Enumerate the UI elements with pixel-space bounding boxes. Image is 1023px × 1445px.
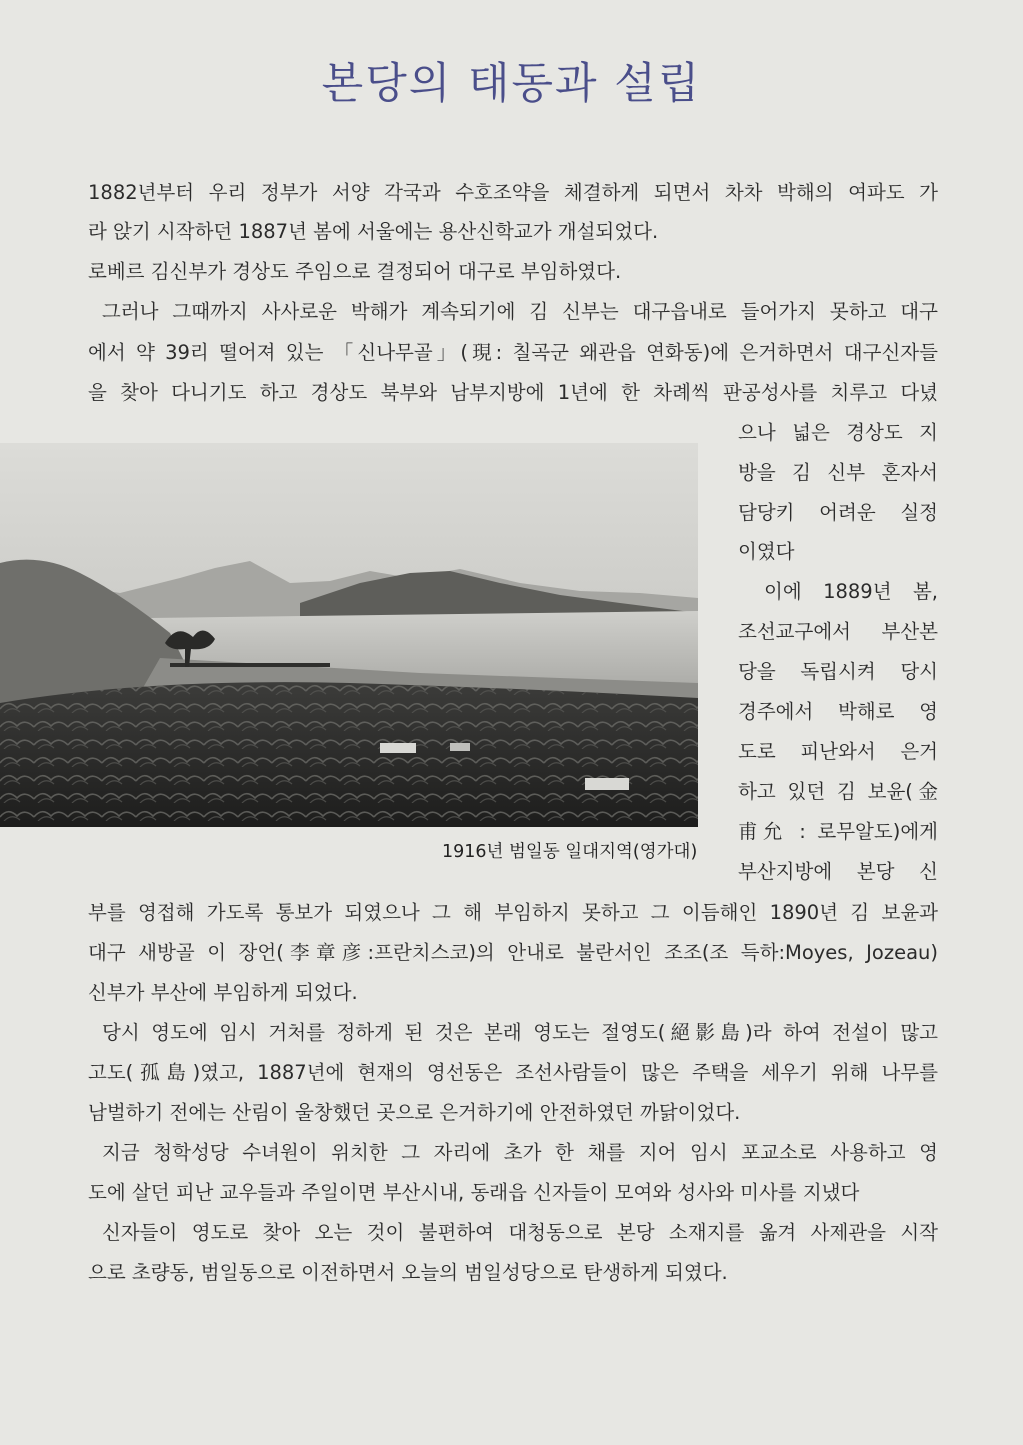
photo-pier bbox=[170, 663, 330, 667]
paragraph-2-line-1: 로베르 김신부가 경상도 주임으로 결정되어 대구로 부임하였다. bbox=[88, 260, 622, 283]
photo-caption: 1916년 범일동 일대지역(영가대) bbox=[442, 842, 698, 862]
paragraph-4-line-3: 신부가 부산에 부임하게 되었다. bbox=[88, 981, 358, 1004]
historic-photo bbox=[0, 443, 698, 827]
paragraph-5-line-1: 당시 영도에 임시 거처를 정하게 된 것은 본래 영도는 절영도(絕影島)라 하여 전설이 많고 bbox=[102, 1021, 938, 1044]
paragraph-1-line-2: 라 앉기 시작하던 1887년 봄에 서울에는 용산신학교가 개설되었다. bbox=[88, 220, 659, 243]
paragraph-4-side-line-7: 甫允 : 로무알도)에게 bbox=[738, 820, 938, 843]
paragraph-3-line-3: 을 찾아 다니기도 하고 경상도 북부와 남부지방에 1년에 한 차례씩 판공성사를 치루고 다녔 bbox=[88, 381, 938, 404]
photo-rooftops bbox=[0, 682, 698, 827]
paragraph-3-side-line-3: 담당키 어려운 실정 bbox=[738, 501, 938, 524]
paragraph-3-line-1: 그러나 그때까지 사사로운 박해가 계속되기에 김 신부는 대구읍내로 들어가지 못하고 대구 bbox=[102, 300, 938, 323]
paragraph-4-side-line-1: 이에 1889년 봄, bbox=[764, 580, 938, 603]
paragraph-3-side-line-4: 이였다 bbox=[738, 540, 795, 563]
paragraph-3-line-2: 에서 약 39리 떨어져 있는 「신나무골」(現: 칠곡군 왜관읍 연화동)에 은거하면서 대구신자들 bbox=[88, 341, 938, 364]
paragraph-1-line-1: 1882년부터 우리 정부가 서양 각국과 수호조약을 체결하게 되면서 차차 박해의 여파도 가 bbox=[88, 181, 938, 204]
paragraph-4-line-2: 대구 새방골 이 장언(李章彦:프란치스코)의 안내로 불란서인 조조(조 득하:Moyes, Jozeau) bbox=[88, 941, 938, 964]
paragraph-4-side-line-4: 경주에서 박해로 영 bbox=[738, 700, 938, 723]
paragraph-4-side-line-8: 부산지방에 본당 신 bbox=[738, 860, 938, 883]
paragraph-4-side-line-6: 하고 있던 김 보윤(金 bbox=[738, 780, 938, 803]
photo-illustration bbox=[0, 443, 698, 827]
photo-house-2 bbox=[585, 778, 629, 790]
paragraph-4-side-line-5: 도로 피난와서 은거 bbox=[738, 740, 938, 763]
paragraph-5-line-3: 남벌하기 전에는 산림이 울창했던 곳으로 은거하기에 안전하였던 까닭이었다. bbox=[88, 1101, 741, 1124]
paragraph-3-side-line-2: 방을 김 신부 혼자서 bbox=[738, 461, 938, 484]
paragraph-7-line-1: 신자들이 영도로 찾아 오는 것이 불편하여 대청동으로 본당 소재지를 옮겨 사제관을 시작 bbox=[102, 1221, 938, 1244]
paragraph-6-line-1: 지금 청학성당 수녀원이 위치한 그 자리에 초가 한 채를 지어 임시 포교소로 사용하고 영 bbox=[102, 1141, 938, 1164]
paragraph-3-side-line-1: 으나 넓은 경상도 지 bbox=[738, 421, 938, 444]
photo-house-1 bbox=[380, 743, 416, 753]
paragraph-5-line-2: 고도(孤島)였고, 1887년에 현재의 영선동은 조선사람들이 많은 주택을 세우기 위해 나무를 bbox=[88, 1061, 938, 1084]
paragraph-7-line-2: 으로 초량동, 범일동으로 이전하면서 오늘의 범일성당으로 탄생하게 되였다. bbox=[88, 1261, 728, 1284]
paragraph-6-line-2: 도에 살던 피난 교우들과 주일이면 부산시내, 동래읍 신자들이 모여와 성사와 미사를 지냈다 bbox=[88, 1181, 860, 1204]
paragraph-4-side-line-2: 조선교구에서 부산본 bbox=[738, 620, 938, 643]
page-title: 본당의 태동과 설립 bbox=[321, 59, 702, 109]
paragraph-4-line-1: 부를 영접해 가도록 통보가 되였으나 그 해 부임하지 못하고 그 이듬해인 1890년 김 보윤과 bbox=[88, 901, 938, 924]
photo-house-3 bbox=[450, 743, 470, 751]
paragraph-4-side-line-3: 당을 독립시켜 당시 bbox=[738, 660, 938, 683]
